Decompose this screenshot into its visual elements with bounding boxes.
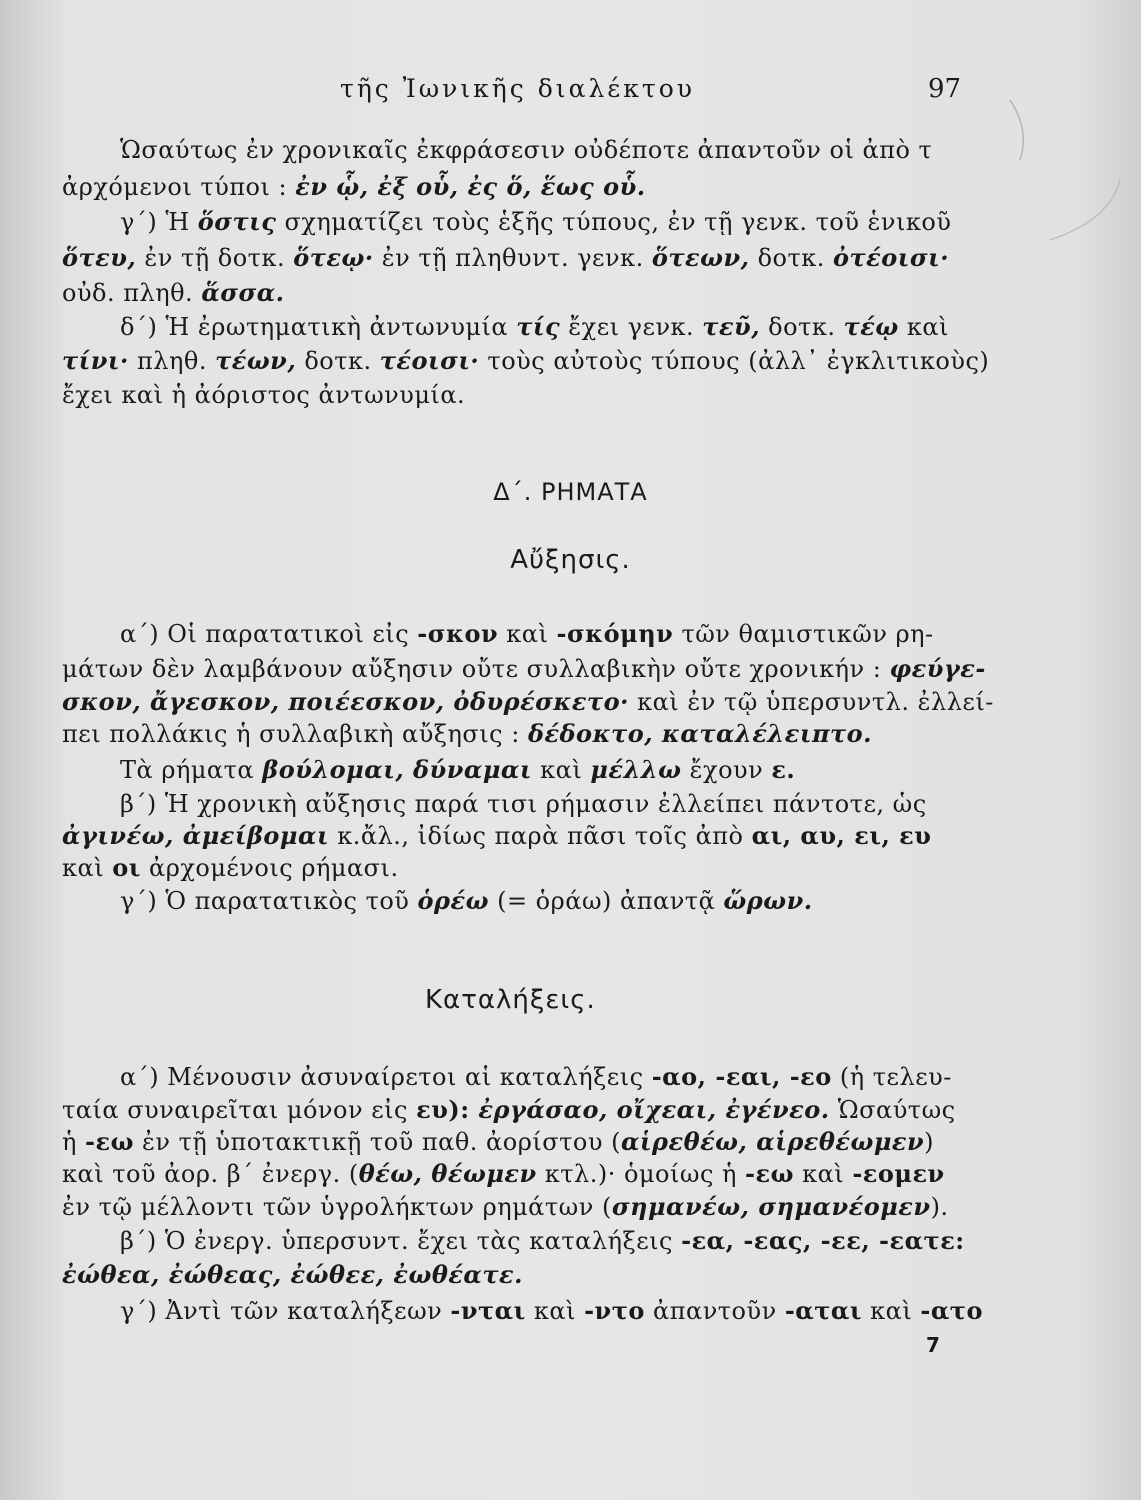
text: πληθ. <box>128 347 216 375</box>
paragraph-line <box>62 654 1072 684</box>
text: δοτκ. <box>760 313 844 341</box>
bold-text: ὅτεων, <box>651 243 750 272</box>
bold-text: ευ): <box>416 1095 470 1124</box>
paragraph-line <box>62 1127 1072 1157</box>
bold-text: -αται <box>784 1296 862 1325</box>
text: καὶ <box>498 620 557 648</box>
bold-text: -νται <box>450 1296 526 1325</box>
bold-text: -εα, -εας, -εε, -εατε: <box>681 1226 965 1255</box>
bold-text: ἐν ᾧ, ἐξ οὗ, ἐς ὅ, ἕως οὗ. <box>295 172 646 201</box>
text: ἔχουν <box>681 756 772 784</box>
text: τοὺς αὐτοὺς τύπους (ἀλλ᾿ ἐγκλιτικοὺς) <box>479 347 990 375</box>
text: καὶ τοῦ ἀορ. β΄ ἐνεργ. ( <box>62 1160 359 1188</box>
bold-text: σκον, ἄγεσκον, ποιέεσκον, ὀδυρέσκετο· <box>62 687 629 716</box>
paragraph-line <box>120 312 1130 342</box>
text: γ΄) Ὁ παρατατικὸς τοῦ <box>120 887 418 915</box>
bold-text: τίς <box>516 312 561 341</box>
bold-text: ἐργάσαο, οἴχεαι, ἐγένεο. <box>469 1095 830 1124</box>
paragraph-line <box>120 207 1130 237</box>
text: καὶ <box>898 313 949 341</box>
text: ἐν τῇ ὑποτακτικῇ τοῦ παθ. ἀορίστου ( <box>133 1128 621 1156</box>
text: δ΄) Ἡ ἐρωτηματικὴ ἀντωνυμία <box>120 313 517 341</box>
text: γ΄) Ἡ <box>120 208 198 236</box>
subsection-heading-augment: Αὔξησις. <box>510 545 631 575</box>
paragraph-line <box>62 1192 1072 1222</box>
text: ) <box>924 1128 934 1156</box>
bold-text: -αο, -εαι, -εο <box>651 1062 832 1091</box>
bold-text: ἐώθεα, ἐώθεας, ἐώθεε, ἐωθέατε. <box>62 1260 523 1289</box>
text: ). <box>930 1193 949 1221</box>
page-number: 97 <box>928 74 962 104</box>
bold-text: -εω <box>85 1127 134 1156</box>
bold-text: αἱρεθέω, αἱρεθέωμεν <box>620 1127 925 1156</box>
text: ἐν τῇ πληθυντ. γενκ. <box>373 244 652 272</box>
text: ἡ <box>62 1128 86 1156</box>
paragraph-line <box>62 1159 1072 1189</box>
bold-text: ὀτέοισι· <box>833 243 950 272</box>
text: καὶ <box>531 756 591 784</box>
text: τῶν θαμιστικῶν ρη- <box>673 620 934 648</box>
bold-text: τέων, <box>215 346 297 375</box>
section-title: Δ΄. ΡΗΜΑΤΑ <box>493 478 648 506</box>
bold-text: ἅσσα. <box>201 278 285 307</box>
text: (ἡ τελευ- <box>831 1063 952 1091</box>
bold-text: -εω <box>745 1159 794 1188</box>
paragraph-line <box>120 1226 1130 1256</box>
text: καὶ <box>525 1297 585 1325</box>
bold-text: θέω, θέωμεν <box>358 1159 537 1188</box>
bold-text: ὥρων. <box>723 886 813 915</box>
bold-text: βούλομαι, δύναμαι <box>262 755 532 784</box>
bold-text: ὅτευ, <box>62 243 137 272</box>
paragraph-line <box>62 853 1072 883</box>
paragraph-line <box>62 346 1072 376</box>
text: οὐδ. πληθ. <box>62 279 202 307</box>
bold-text: -σκον <box>417 619 499 648</box>
text: ἔχει καὶ ἡ ἀόριστος ἀντωνυμία. <box>62 381 466 409</box>
text: β΄) Ὁ ἐνεργ. ὑπερσυντ. ἔχει τὰς καταλήξεις <box>120 1227 682 1255</box>
text: ἀρχομένοις ρήμασι. <box>140 854 399 882</box>
bold-text: ἀγινέω, ἀμείβομαι <box>62 821 330 850</box>
paragraph-line <box>120 135 1130 165</box>
page-header <box>0 74 1141 114</box>
paragraph-line <box>62 687 1072 717</box>
text: καὶ <box>793 1160 853 1188</box>
bold-text: ὅστις <box>197 207 277 236</box>
paragraph-line <box>62 821 1072 851</box>
text: πει πολλάκις ἡ συλλαβικὴ αὔξησις : <box>62 720 528 748</box>
text: καὶ <box>62 854 113 882</box>
bold-text: -σκόμην <box>556 619 674 648</box>
text: β΄) Ἡ χρονικὴ αὔξησις παρά τισι ρήμασιν ἐλλείπει πάντοτε, ὡς <box>120 790 927 818</box>
text: α΄) Οἱ παρατατικοὶ εἰς <box>120 620 418 648</box>
text: α΄) Μένουσιν ἀσυναίρετοι αἱ καταλήξεις <box>120 1063 652 1091</box>
text: Ὡσαύτως ἐν χρονικαῖς ἐκφράσεσιν οὐδέποτε ἀπαντοῦν οἱ ἀπὸ τ <box>120 136 933 164</box>
text: ἐν τῇ δοτκ. <box>136 244 294 272</box>
paragraph-line <box>120 619 1130 649</box>
bold-text: οι <box>112 853 141 882</box>
bold-text: σημανέω, σημανέομεν <box>611 1192 931 1221</box>
text: ἀρχόμενοι τύποι : <box>62 173 296 201</box>
paragraph-line <box>62 719 1072 749</box>
paragraph-line <box>120 1062 1130 1092</box>
bold-text: αι, αυ, ει, ευ <box>751 821 932 850</box>
bold-text: δέδοκτο, καταλέλειπτο. <box>527 719 873 748</box>
text: Ὡσαύτως <box>829 1096 956 1124</box>
paragraph-line <box>62 380 1072 410</box>
paragraph-line <box>62 1260 1072 1290</box>
signature-mark: 7 <box>926 1333 940 1357</box>
text: ἀπαντοῦν <box>644 1297 785 1325</box>
bold-text: τεῦ, <box>702 312 761 341</box>
paragraph-line <box>62 278 1072 308</box>
text: δοτκ. <box>296 347 380 375</box>
paragraph-line <box>120 886 1130 916</box>
bold-text: τίνι· <box>62 346 129 375</box>
bold-text: μέλλω <box>590 755 682 784</box>
paragraph-line <box>62 243 1072 273</box>
bold-text: ὅτεῳ· <box>293 243 374 272</box>
bold-text: τέῳ <box>843 312 899 341</box>
paragraph-line <box>120 755 1130 785</box>
text: ταία συναιρεῖται μόνον εἰς <box>62 1096 417 1124</box>
text: κτλ.)· ὁμοίως ἡ <box>536 1160 746 1188</box>
bold-text: τέοισι· <box>379 346 480 375</box>
bold-text: -εομεν <box>852 1159 945 1188</box>
text: καὶ <box>862 1297 921 1325</box>
paragraph-line <box>62 1095 1072 1125</box>
text: ἐν τῷ μέλλοντι τῶν ὑγρολήκτων ρημάτων ( <box>62 1193 612 1221</box>
bold-text: ε. <box>771 755 796 784</box>
bold-text: ὁρέω <box>417 886 489 915</box>
bold-text: -ντο <box>584 1296 645 1325</box>
paragraph-line <box>120 1296 1130 1326</box>
text: (= ὁράω) ἀπαντᾷ <box>488 887 724 915</box>
subsection-heading-endings: Καταλήξεις. <box>425 985 596 1015</box>
text: μάτων δὲν λαμβάνουν αὔξησιν οὔτε συλλαβικὴν οὔτε χρονικήν : <box>62 655 890 683</box>
text: καὶ ἐν τῷ ὑπερσυντλ. ἐλλεί- <box>628 688 994 716</box>
text: δοτκ. <box>749 244 834 272</box>
text: Τὰ ρήματα <box>120 756 263 784</box>
text: ἔχει γενκ. <box>560 313 703 341</box>
text: γ΄) Ἀντὶ τῶν καταλήξεων <box>120 1297 451 1325</box>
text: κ.ἄλ., ἰδίως παρὰ πᾶσι τοῖς ἀπὸ <box>329 822 752 850</box>
paragraph-line <box>62 172 1072 202</box>
bold-text: φεύγε- <box>889 654 986 683</box>
paragraph-line <box>120 789 1130 819</box>
bold-text: -ατο <box>920 1296 983 1325</box>
text: σχηματίζει τοὺς ἑξῆς τύπους, ἐν τῇ γενκ. τοῦ ἑνικοῦ <box>276 208 952 236</box>
running-title: τῆς Ἰωνικῆς διαλέκτου <box>340 74 695 103</box>
